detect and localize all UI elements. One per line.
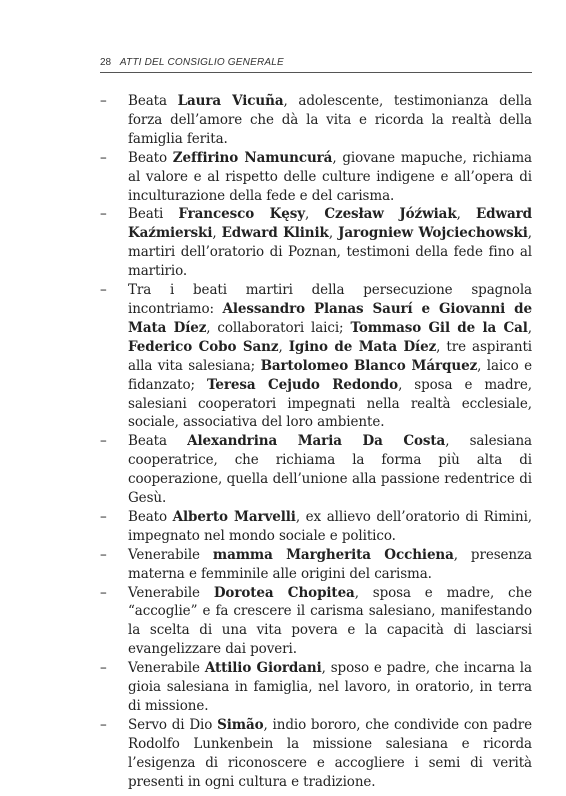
- running-title: ATTI DEL CONSIGLIO GENERALE: [119, 57, 284, 68]
- item-text: , presenza materna e femminile alle origini del carisma.: [128, 546, 532, 582]
- bullet-dash: –: [100, 546, 107, 563]
- item-text: , adolescente, testimonianza della forza dell’amore che dà la vita e ricorda la realtà della famiglia ferita.: [128, 93, 532, 147]
- person-name: Tommaso Gil de la Cal: [350, 319, 528, 336]
- item-text: ,: [456, 206, 476, 223]
- person-name: Attilio Giordani: [204, 660, 322, 677]
- item-text: Venerabile: [128, 584, 214, 601]
- item-text: , sposo e padre, che incarna la gioia salesiana in famiglia, nel lavoro, in oratorio, in terra di missione.: [128, 660, 532, 714]
- person-name: Igino de Mata Díez: [288, 338, 437, 355]
- bullet-dash: –: [100, 508, 107, 525]
- item-text: Servo di Dio: [128, 716, 218, 733]
- person-name: Czesław Jóźwiak: [324, 206, 457, 223]
- item-text: , giovane mapuche, richiama al valore e al rispetto delle culture indigene e all’opera di inculturazione della fede e del carisma.: [128, 149, 532, 204]
- person-name: Bartolomeo Blanco Márquez: [260, 357, 478, 374]
- person-name: mamma Margherita Occhiena: [212, 546, 454, 563]
- bullet-dash: –: [100, 206, 107, 223]
- item-text: , sposa e madre, che “accoglie” e fa crescere il carisma salesiano, manifestando la scelta di una vita povera e la capacità di lasciarsi evangelizzare dai poveri.: [128, 584, 532, 658]
- item-text: , sposa e madre, salesiani cooperatori impegnati nella realtà ecclesiale, sociale, associativa del loro ambiente.: [128, 376, 532, 431]
- item-text: Venerabile: [128, 546, 213, 563]
- person-name: Federico Cobo Sanz: [128, 338, 279, 355]
- person-name: Alessandro Planas Saurí e Giovanni de Mata Díez: [128, 300, 533, 336]
- item-text: , ex allievo dell’oratorio di Rimini, impegnato nel mondo sociale e politico.: [128, 508, 532, 544]
- person-name: Alexandrina Maria Da Costa: [187, 433, 446, 450]
- list-item: [100, 205, 532, 281]
- person-name: Jarogniew Wojciechowski: [338, 225, 528, 242]
- item-text: ,: [305, 206, 325, 223]
- saints-list: [100, 92, 532, 792]
- item-text: Beati: [128, 206, 179, 223]
- item-text: Venerabile: [128, 660, 205, 677]
- bullet-dash: –: [100, 584, 107, 601]
- person-name: Teresa Cejudo Redondo: [206, 376, 399, 393]
- list-item: [100, 508, 532, 546]
- item-text: Tra i beati martiri della persecuzione spagnola incontriamo:: [128, 282, 532, 317]
- person-name: Alberto Marvelli: [172, 508, 296, 525]
- person-name: Dorotea Chopitea: [213, 584, 355, 601]
- list-item: [100, 92, 532, 149]
- item-text: ,: [212, 225, 222, 242]
- list-item: [100, 659, 532, 716]
- person-name: Edward Klinik: [221, 225, 329, 242]
- item-text: , collaboratori laici;: [206, 319, 351, 336]
- item-text: Beato: [128, 149, 173, 166]
- item-text: ,: [328, 225, 339, 242]
- person-name: Simão: [217, 716, 264, 733]
- list-item: [100, 546, 532, 584]
- item-text: ,: [278, 338, 289, 355]
- item-text: Beata: [128, 433, 188, 450]
- list-item: [100, 716, 532, 792]
- item-text: , salesiana cooperatrice, che richiama la forma più alta di cooperazione, quella dell’unione alla passione redentrice di Gesù.: [128, 433, 533, 507]
- item-text: Beata: [128, 93, 178, 109]
- bullet-dash: –: [100, 433, 107, 450]
- item-text: ,: [527, 319, 532, 336]
- list-item: [100, 584, 532, 660]
- item-text: , tre aspiranti alla vita salesiana;: [128, 338, 533, 374]
- item-text: , laico e fidanzato;: [128, 357, 533, 393]
- list-item: [100, 281, 532, 432]
- bullet-dash: –: [100, 282, 107, 299]
- list-item: [100, 149, 532, 206]
- item-text: , martiri dell’oratorio di Poznan, testimoni della fede fino al martirio.: [128, 225, 532, 280]
- bullet-dash: –: [100, 93, 107, 109]
- person-name: Laura Vicuña: [177, 93, 284, 109]
- bullet-dash: –: [100, 149, 107, 166]
- person-name: Zeffirino Namuncurá: [172, 149, 333, 166]
- list-item: [100, 432, 532, 508]
- person-name: Edward Kaźmierski: [128, 206, 532, 242]
- page-number: 28: [100, 57, 112, 68]
- running-header: [100, 56, 532, 73]
- item-text: , indio bororo, che condivide con padre Rodolfo Lunkenbein la missione salesiana e ricorda l’esigenza di riconoscere e accogliere i semi di verità presenti in ogni cultura e tradizione.: [128, 716, 532, 790]
- item-text: Beato: [128, 508, 173, 525]
- person-name: Francesco Kęsy: [178, 206, 306, 223]
- bullet-dash: –: [100, 660, 107, 677]
- bullet-dash: –: [100, 716, 107, 733]
